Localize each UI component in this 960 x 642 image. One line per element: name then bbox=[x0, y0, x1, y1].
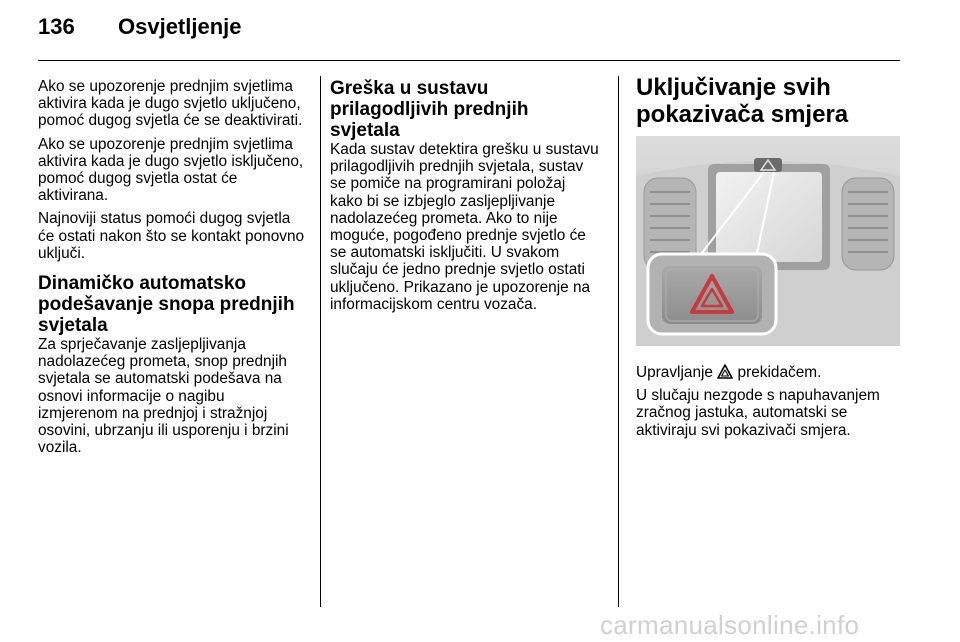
heading-hazard-flashers: Uključivanje svih pokazivača smjera bbox=[636, 74, 849, 128]
header-rule bbox=[38, 60, 900, 61]
paragraph-high-beam-off: Ako se upozorenje prednjim svjetlima aktivira kada je dugo svjetlo isključeno, pomoć dugog svjetla ostat će aktivirana. bbox=[38, 135, 304, 205]
heading-dynamic-leveling: Dinamičko automatsko podešavanje snopa prednjih svjetala bbox=[38, 273, 295, 337]
heading-afl-fault: Greška u sustavu prilagodljivih prednjih svjetala bbox=[330, 78, 529, 141]
paragraph-dynamic-leveling: Za sprječavanje zasljepljivanja nadolazećeg prometa, snop prednjih svjetala se automatski podešava na osnovi informacije o nagibu izmjerenom na prednjoj i stražnjoj osovini, ubrzanju ili usporenju i brzini vozila. bbox=[38, 336, 289, 457]
right-air-vent bbox=[842, 178, 894, 270]
paragraph-high-beam-on: Ako se upozorenje prednjim svjetlima aktivira kada je dugo svjetlo uključeno, pomoć dugog svjetla će se deaktivirati. bbox=[38, 78, 303, 130]
watermark: carmanualsonline.info bbox=[600, 610, 860, 640]
dashboard-hazard-switch-figure bbox=[636, 136, 900, 346]
paragraph-operated-by: Upravljanje prekidačem. bbox=[636, 364, 822, 381]
page-number: 136 bbox=[38, 14, 75, 39]
column-divider-2 bbox=[618, 76, 619, 607]
info-display bbox=[716, 172, 822, 262]
section-title: Osvjetljenje bbox=[118, 14, 242, 39]
hazard-switch-inset bbox=[648, 254, 776, 334]
hazard-warning-icon bbox=[717, 364, 733, 379]
paragraph-status-retained: Najnoviji status pomoći dugog svjetla će ostati nakon što se kontakt ponovno uključi. bbox=[38, 210, 305, 262]
paragraph-airbag-activation: U slučaju nezgode s napuhavanjem zračnog jastuka, automatski se aktiviraju svi pokazivači smjera. bbox=[636, 387, 880, 439]
column-divider-1 bbox=[320, 76, 321, 607]
column-2 bbox=[330, 78, 602, 319]
paragraph-afl-fault: Kada sustav detektira grešku u sustavu prilagodljivih prednjih svjetala, sustav se pomiče na programirani položaj kako bi se izbjeglo zasljepljivanje nadolazećeg prometa. Ako to nije moguće, pogođeno prednje svjetlo će se automatski isključiti. U svakom slučaju će jedno prednje svjetlo ostati uključeno. Prikazano je upozorenje na informacijskom centru vozača. bbox=[330, 141, 599, 313]
column-1 bbox=[38, 78, 306, 462]
column-3 bbox=[636, 74, 902, 445]
